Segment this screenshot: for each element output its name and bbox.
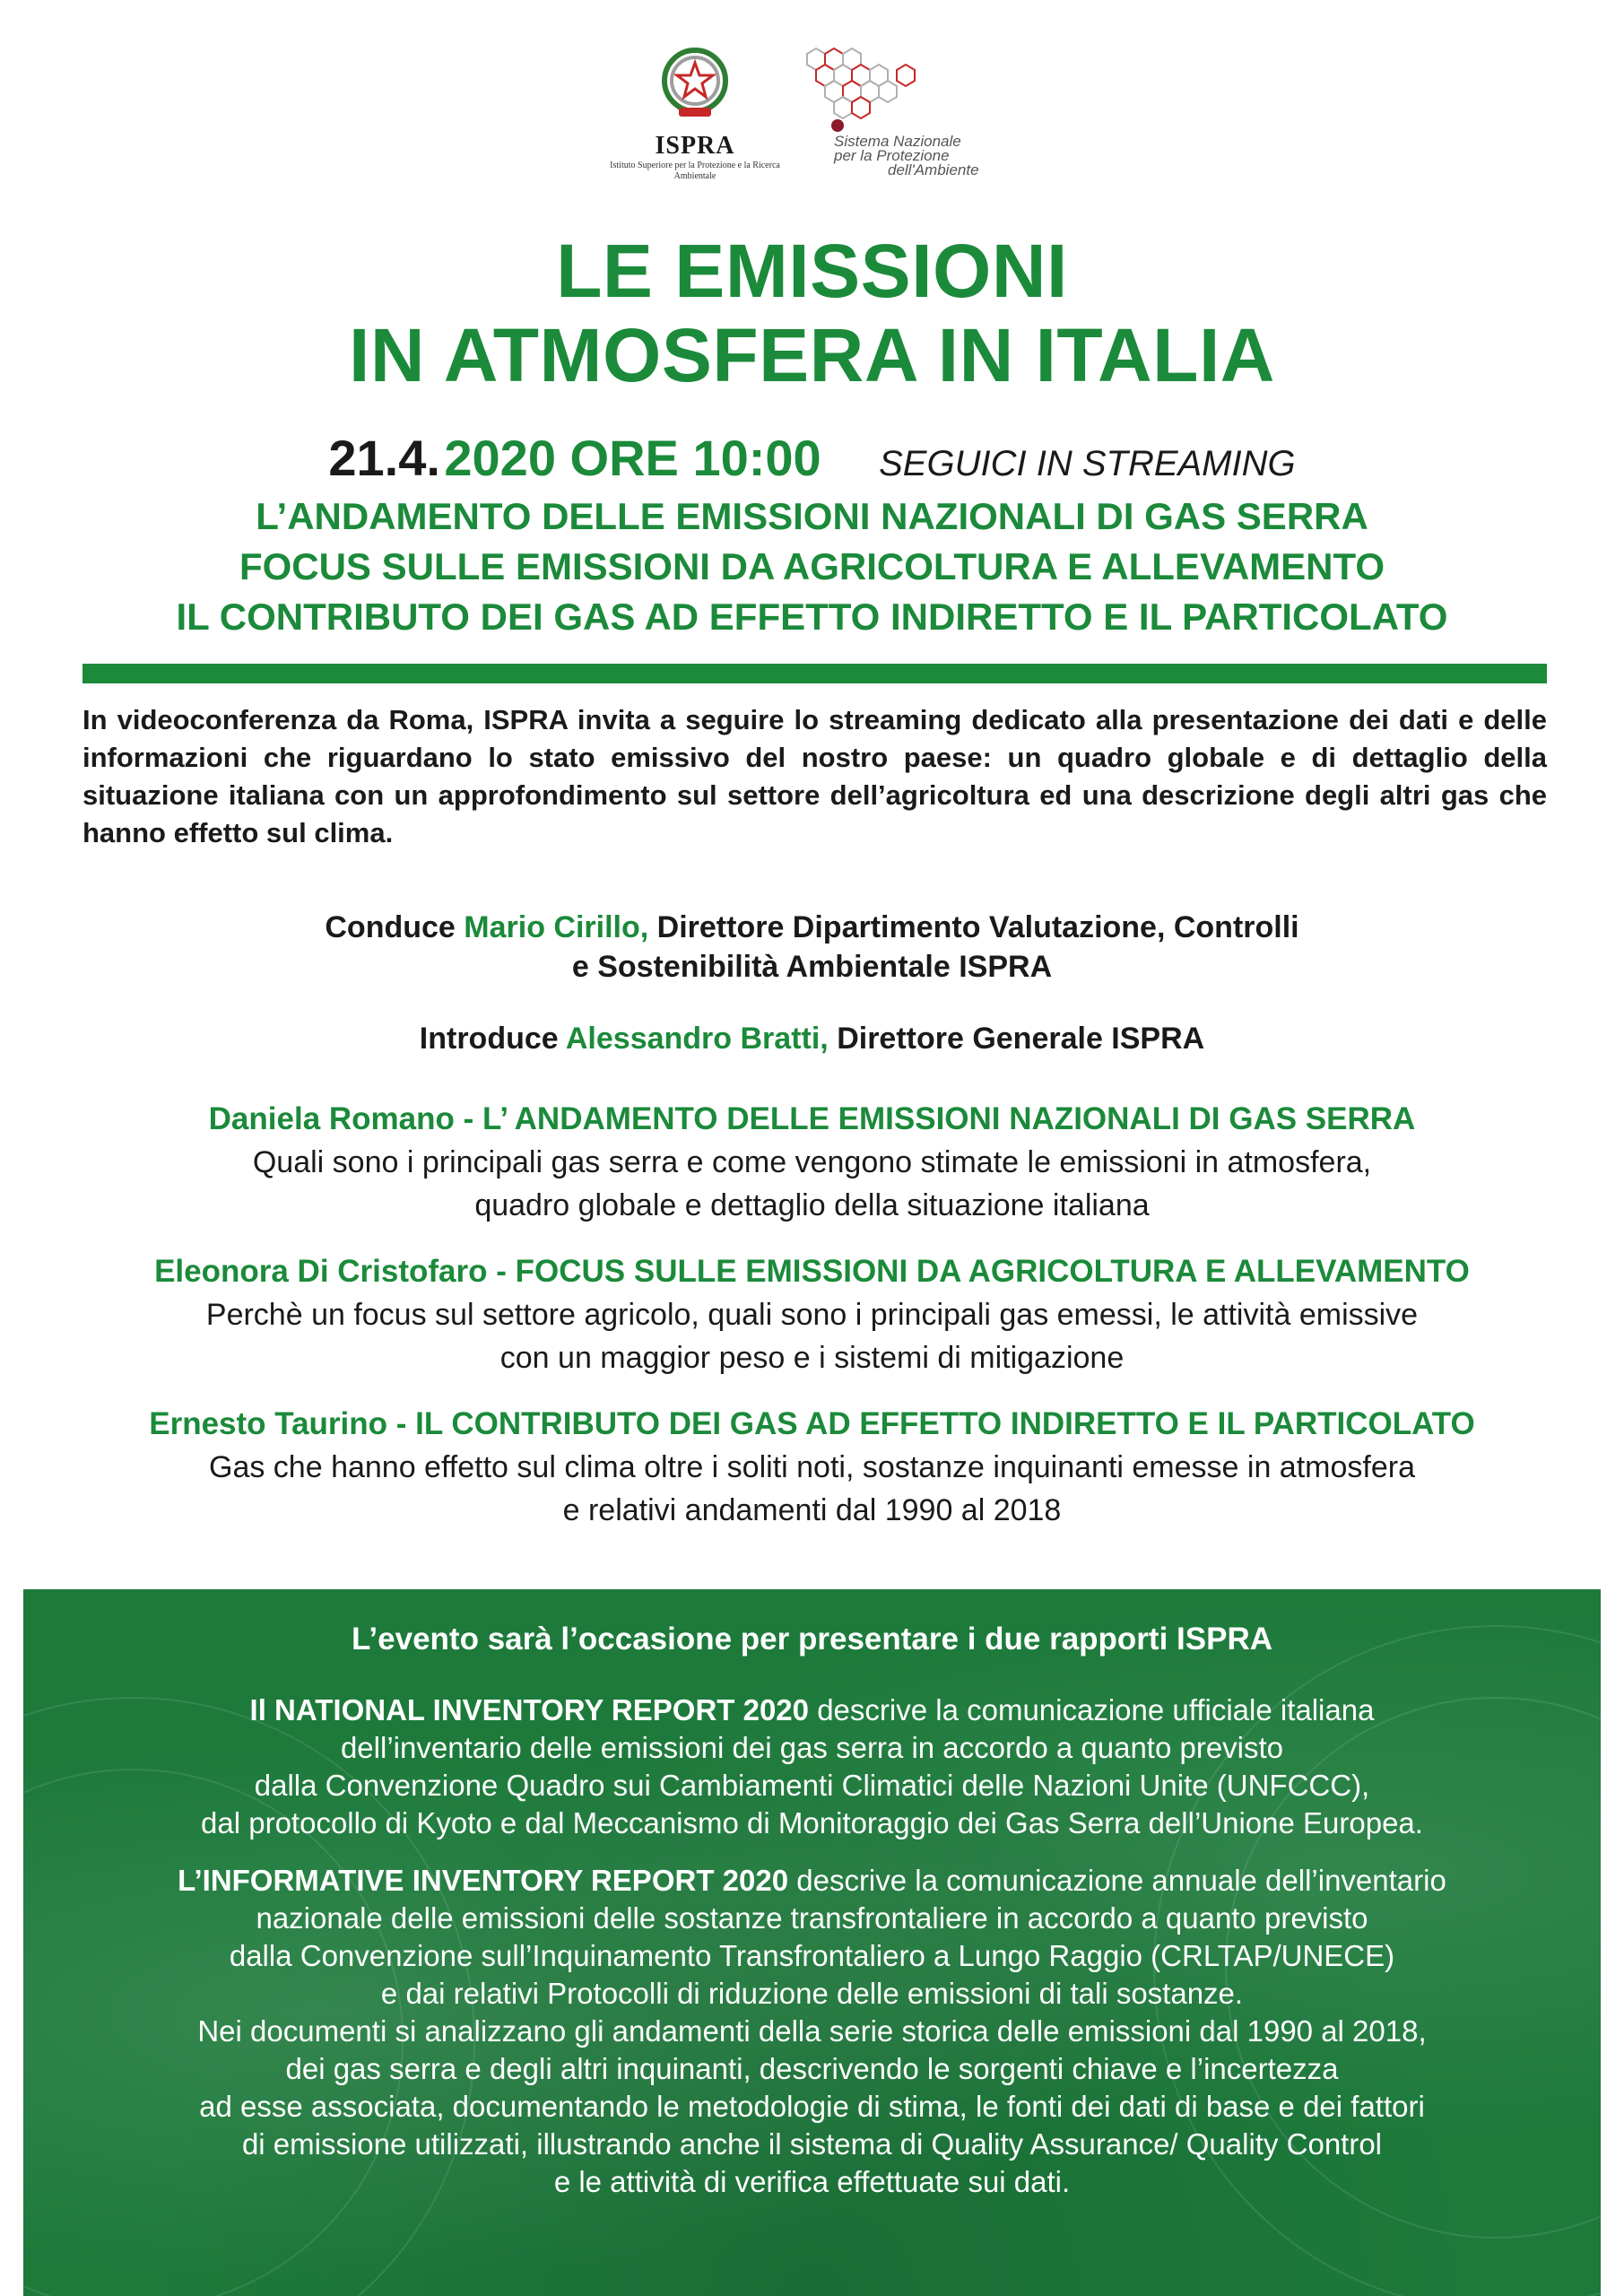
hexagon-network-icon: [798, 45, 942, 135]
title-line-1: LE EMISSIONI: [556, 229, 1068, 313]
conduce-label: Conduce: [325, 910, 456, 944]
reports-banner: [23, 1589, 1601, 2296]
nir-text-3: dalla Convenzione Quadro sui Cambiamenti Climatici delle Nazioni Unite (UNFCCC),: [254, 1769, 1370, 1802]
nir-text-4: dal protocollo di Kyoto e dal Meccanismo di Monitoraggio dei Gas Serra dell’Unione Europea.: [201, 1806, 1423, 1839]
italian-emblem-icon: [659, 45, 731, 126]
docs-text-5: e le attività di verifica effettuate sui dati.: [553, 2165, 1071, 2198]
speaker-2-title: Eleonora Di Cristofaro - FOCUS SULLE EMISSIONI DA AGRICOLTURA E ALLEVAMENTO: [154, 1254, 1470, 1289]
speaker-1-title: Daniela Romano - L’ ANDAMENTO DELLE EMISSIONI NAZIONALI DI GAS SERRA: [208, 1101, 1416, 1136]
snpa-line-2: per la Protezione: [834, 147, 950, 164]
nir-title: Il NATIONAL INVENTORY REPORT 2020: [249, 1693, 810, 1726]
event-dateline: [0, 429, 1624, 487]
conduce-role-2: e Sostenibilità Ambientale ISPRA: [571, 950, 1053, 984]
introduce-name: Alessandro Bratti,: [565, 1022, 829, 1056]
snpa-logo: [798, 45, 1022, 188]
ispra-logo: [610, 45, 780, 188]
title-line-2: IN ATMOSFERA IN ITALIA: [349, 313, 1275, 397]
streaming-note: SEGUICI IN STREAMING: [879, 444, 1296, 483]
iir-text-4: e dai relativi Protocolli di riduzione delle emissioni di tali sostanze.: [380, 1977, 1244, 2010]
speaker-2-desc-1: Perchè un focus sul settore agricolo, quali sono i principali gas emessi, le attività emissive: [205, 1298, 1419, 1332]
docs-text-4: di emissione utilizzati, illustrando anche il sistema di Quality Assurance/ Quality Control: [241, 2127, 1383, 2161]
docs-text-3: ad esse associata, documentando le metodologie di stima, le fonti dei dati di base e dei fattori: [199, 2090, 1425, 2123]
iir-text-1: descrive la comunicazione annuale dell’inventario: [796, 1864, 1446, 1897]
event-time: 2020 ORE 10:00: [444, 430, 821, 486]
snpa-line-1: Sistema Nazionale: [834, 133, 961, 150]
snpa-wordmark: [834, 135, 979, 178]
event-date: 21.4.: [328, 430, 440, 486]
topic-3: IL CONTRIBUTO DEI GAS AD EFFETTO INDIRETTO E IL PARTICOLATO: [176, 596, 1448, 638]
speaker-2-desc-2: con un maggior peso e i sistemi di mitigazione: [499, 1341, 1125, 1375]
speaker-1: [0, 1098, 1624, 1227]
topic-2: FOCUS SULLE EMISSIONI DA AGRICOLTURA E ALLEVAMENTO: [239, 545, 1385, 587]
speaker-3-title: Ernesto Taurino - IL CONTRIBUTO DEI GAS AD EFFETTO INDIRETTO E IL PARTICOLATO: [149, 1406, 1475, 1441]
docs-text-1: Nei documenti si analizzano gli andamenti della serie storica delle emissioni dal 1990 al 2018,: [197, 2014, 1427, 2048]
speaker-3-desc-2: e relativi andamenti dal 1990 al 2018: [562, 1493, 1062, 1527]
speaker-1-desc-2: quadro globale e dettaglio della situazione italiana: [474, 1188, 1150, 1222]
docs-text-2: dei gas serra e degli altri inquinanti, descrivendo le sorgenti chiave e l’incertezza: [285, 2052, 1339, 2085]
divider-bar: [83, 664, 1547, 683]
nir-text-1: descrive la comunicazione ufficiale italiana: [817, 1693, 1375, 1726]
banner-heading: L’evento sarà l’occasione per presentare i due rapporti ISPRA: [351, 1622, 1272, 1657]
speaker-2: [0, 1250, 1624, 1379]
conduce-role-1: Direttore Dipartimento Valutazione, Controlli: [656, 910, 1299, 944]
iir-text-3: dalla Convenzione sull’Inquinamento Transfrontaliero a Lungo Raggio (CRLTAP/UNECE): [229, 1939, 1395, 1972]
ispra-wordmark: ISPRA: [655, 132, 735, 160]
nir-text-2: dell’inventario delle emissioni dei gas serra in accordo a quanto previsto: [340, 1731, 1284, 1764]
banner-body: [59, 1692, 1565, 2201]
iir-title: L’INFORMATIVE INVENTORY REPORT 2020: [178, 1864, 789, 1897]
snpa-line-3: dell'Ambiente: [888, 161, 979, 178]
event-topics: [0, 491, 1624, 642]
introduce-role: Direttore Generale ISPRA: [837, 1022, 1205, 1056]
speaker-3: [0, 1403, 1624, 1532]
logo-bar: [0, 45, 1624, 197]
conduce-name: Mario Cirillo,: [464, 910, 649, 944]
speaker-1-desc-1: Quali sono i principali gas serra e come vengono stimate le emissioni in atmosfera,: [252, 1145, 1372, 1179]
speaker-3-desc-1: Gas che hanno effetto sul clima oltre i soliti noti, sostanze inquinanti emesse in atmosfera: [209, 1450, 1415, 1484]
intro-paragraph: In videoconferenza da Roma, ISPRA invita a seguire lo streaming dedicato alla presentazione dei dati e delle informazioni che riguardano lo stato emissivo del nostro paese: un quadro globale e di dettaglio della situazione italiana con un approfondimento sul settore dell’agricoltura ed una descrizione degli altri gas che hanno effetto sul clima.: [83, 704, 1547, 848]
introduce-label: Introduce: [419, 1022, 559, 1056]
introducer-block: [0, 1019, 1624, 1058]
page-title: [0, 229, 1624, 397]
ispra-subtitle: Istituto Superiore per la Protezione e la Ricerca Ambientale: [610, 161, 780, 181]
moderator-block: [0, 908, 1624, 987]
topic-1: L’ANDAMENTO DELLE EMISSIONI NAZIONALI DI GAS SERRA: [256, 495, 1368, 537]
iir-text-2: nazionale delle emissioni delle sostanze transfrontaliere in accordo a quanto previsto: [256, 1901, 1368, 1935]
